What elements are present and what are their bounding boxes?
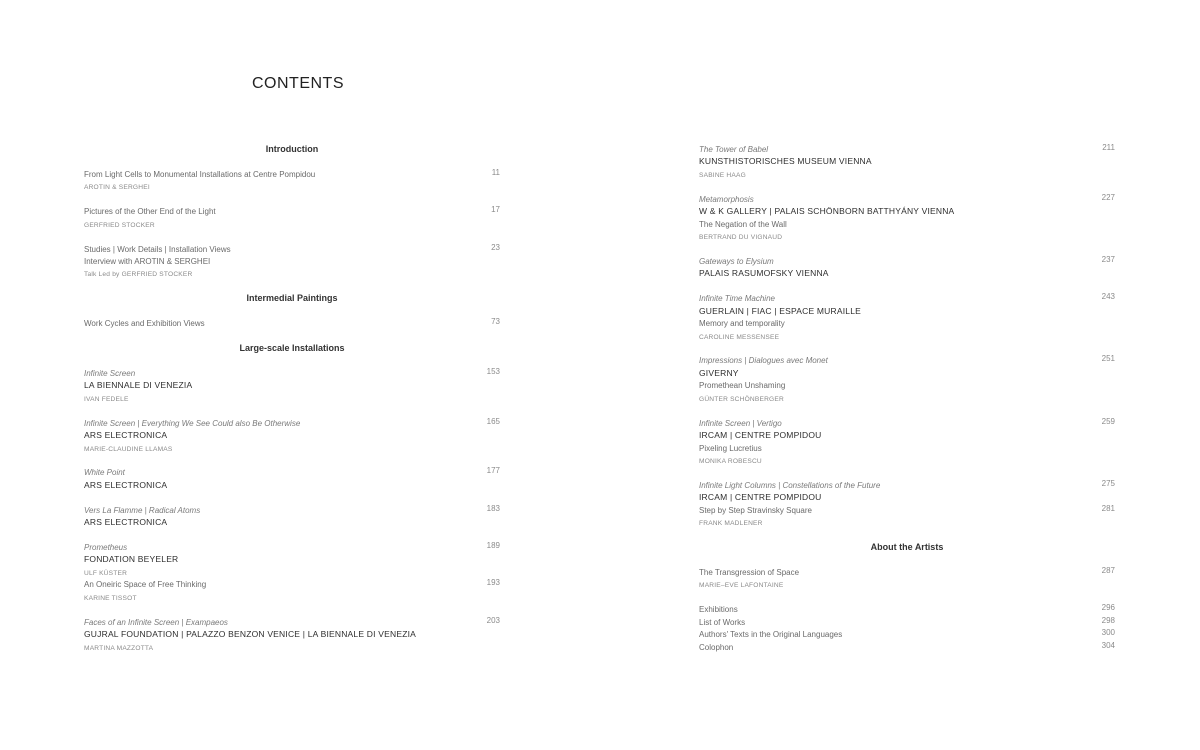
toc-entry	[84, 316, 500, 328]
page-number: 183	[486, 503, 500, 513]
toc-line-author	[84, 441, 500, 453]
author-name: BERTRAND DU VIGNAUD	[699, 234, 783, 242]
entry-title: Metamorphosis	[699, 194, 754, 204]
page-number: 153	[486, 366, 500, 376]
section-title: Intermedial Paintings	[246, 293, 338, 304]
author-name: GERFRIED STOCKER	[84, 221, 155, 229]
venue-name: IRCAM | CENTRE POMPIDOU	[699, 492, 822, 503]
page-number: 243	[1101, 292, 1115, 302]
toc-line-plain	[699, 640, 1115, 652]
toc-line-italic	[84, 416, 500, 428]
toc-left-column	[84, 142, 500, 652]
toc-entry	[699, 416, 1115, 466]
venue-name: IRCAM | CENTRE POMPIDOU	[699, 430, 822, 441]
entry-title: Impressions | Dialogues avec Monet	[699, 356, 828, 366]
entry-title: Studies | Work Details | Installation Views	[84, 244, 231, 254]
toc-entry	[699, 254, 1115, 279]
toc-line-venue	[84, 552, 500, 564]
section-heading	[84, 291, 500, 303]
entry-title: Memory and temporality	[699, 319, 785, 329]
page-number: 165	[486, 416, 500, 426]
toc-line-plain	[84, 316, 500, 328]
author-name: KARINE TISSOT	[84, 594, 137, 602]
toc-right-column	[699, 142, 1115, 652]
author-name: CAROLINE MESSENSEE	[699, 333, 780, 341]
entry-title: Promethean Unshaming	[699, 381, 786, 391]
toc-entry	[84, 615, 500, 652]
toc-line-venue	[699, 266, 1115, 278]
author-name: IVAN FEDELE	[84, 395, 129, 403]
toc-entry	[84, 465, 500, 490]
page-number: 227	[1101, 192, 1115, 202]
author-name: FRANK MADLENER	[699, 520, 763, 528]
toc-entry	[84, 242, 500, 279]
author-name: ULF KÜSTER	[84, 569, 128, 577]
entry-title: Work Cycles and Exhibition Views	[84, 319, 205, 329]
toc-line-italic	[699, 478, 1115, 490]
page-number: 275	[1101, 478, 1115, 488]
toc-entry	[699, 291, 1115, 341]
toc-line-plain	[84, 254, 500, 266]
toc-line-venue	[84, 428, 500, 440]
page-title: CONTENTS	[252, 75, 344, 92]
toc-line-italic	[699, 353, 1115, 365]
entry-title: From Light Cells to Monumental Installations at Centre Pompidou	[84, 169, 316, 179]
toc-line-heading	[84, 291, 500, 303]
toc-entry	[699, 192, 1115, 242]
toc-entry	[699, 142, 1115, 179]
venue-name: LA BIENNALE DI VENEZIA	[84, 380, 193, 391]
toc-line-italic	[84, 366, 500, 378]
author-name: SABINE HAAG	[699, 171, 746, 179]
entry-title: An Oneiric Space of Free Thinking	[84, 580, 207, 590]
page-number: 287	[1101, 565, 1115, 575]
toc-line-author	[84, 217, 500, 229]
page-number: 259	[1101, 416, 1115, 426]
toc-line-plain	[699, 627, 1115, 639]
toc-entry	[84, 503, 500, 528]
entry-title: Pixeling Lucretius	[699, 443, 762, 453]
entry-title: Infinite Screen | Everything We See Could also Be Otherwise	[84, 418, 301, 428]
venue-name: FONDATION BEYELER	[84, 554, 179, 565]
toc-line-author	[84, 640, 500, 652]
toc-line-heading	[84, 142, 500, 154]
page-number: 11	[491, 167, 500, 177]
toc-line-author	[84, 179, 500, 191]
entry-title: The Transgression of Space	[699, 567, 800, 577]
toc-line-author	[84, 391, 500, 403]
toc-line-author	[699, 229, 1115, 241]
author-name: MARIE-CLAUDINE LLAMAS	[84, 445, 173, 453]
toc-line-plain	[699, 378, 1115, 390]
toc-entry	[699, 353, 1115, 403]
toc-line-plain	[699, 441, 1115, 453]
page-number: 189	[486, 541, 500, 550]
toc-line-plain	[699, 602, 1115, 614]
entry-title: Interview with AROTIN & SERGHEI	[84, 256, 211, 266]
toc-line-italic	[699, 291, 1115, 303]
toc-line-italic	[84, 540, 500, 552]
entry-title: Colophon	[699, 642, 734, 652]
page-number: 300	[1101, 628, 1115, 638]
entry-title: Gateways to Elysium	[699, 256, 774, 266]
toc-line-plain	[699, 615, 1115, 627]
page-number: 296	[1101, 603, 1115, 613]
toc-line-italic	[699, 142, 1115, 154]
entry-title: Infinite Screen | Vertigo	[699, 418, 782, 428]
toc-line-author	[699, 167, 1115, 179]
toc-line-venue	[699, 490, 1115, 502]
toc-line-venue	[84, 627, 500, 639]
section-heading	[84, 341, 500, 353]
page-number: 193	[486, 578, 500, 588]
entry-title: Infinite Screen	[84, 368, 136, 378]
toc-entry	[84, 167, 500, 192]
author-name: GÜNTER SCHÖNBERGER	[699, 395, 784, 403]
toc-line-italic	[699, 192, 1115, 204]
entry-title: Infinite Light Columns | Constellations of the Future	[699, 480, 881, 490]
toc-entry	[84, 204, 500, 229]
toc-line-author	[84, 590, 500, 602]
toc-line-venue	[699, 366, 1115, 378]
entry-title: Step by Step Stravinsky Square	[699, 505, 812, 515]
page-number: 17	[491, 205, 500, 215]
toc-line-venue	[84, 478, 500, 490]
toc-entry	[699, 565, 1115, 590]
toc-line-italic	[84, 615, 500, 627]
entry-title: Faces of an Infinite Screen | Exampaeos	[84, 617, 228, 627]
author-name: MONIKA ROBESCU	[699, 457, 762, 465]
toc-entry	[84, 416, 500, 453]
page-number: 203	[486, 615, 500, 625]
entry-title: The Negation of the Wall	[699, 219, 787, 229]
page-number: 298	[1101, 615, 1115, 625]
page-number: 177	[486, 466, 500, 476]
section-heading	[84, 142, 500, 154]
toc-line-plain	[84, 242, 500, 254]
toc-line-plain	[699, 565, 1115, 577]
toc-line-author	[84, 266, 500, 278]
toc-line-venue	[84, 515, 500, 527]
toc-line-venue	[699, 304, 1115, 316]
section-title: About the Artists	[870, 542, 944, 552]
toc-line-italic	[84, 503, 500, 515]
page-number: 304	[1101, 640, 1115, 650]
venue-name: ARS ELECTRONICA	[84, 479, 168, 490]
page-number: 211	[1102, 143, 1115, 152]
toc-line-author	[699, 515, 1115, 527]
page-number: 23	[491, 242, 500, 252]
toc-entry	[84, 540, 500, 602]
entry-title: Infinite Time Machine	[699, 294, 775, 304]
section-title: Large-scale Installations	[239, 343, 345, 353]
toc-line-venue	[699, 428, 1115, 440]
entry-title: List of Works	[699, 617, 746, 627]
entry-title: Exhibitions	[699, 605, 738, 615]
author-name: Talk Led by GERFRIED STOCKER	[84, 271, 193, 279]
author-name: AROTIN & SERGHEI	[84, 184, 150, 192]
venue-name: KUNSTHISTORISCHES MUSEUM VIENNA	[699, 156, 872, 167]
toc-entry	[84, 366, 500, 403]
toc-line-author	[699, 577, 1115, 589]
page-number: 251	[1101, 354, 1115, 364]
entry-title: White Point	[84, 468, 125, 478]
venue-name: PALAIS RASUMOFSKY VIENNA	[699, 268, 829, 279]
entry-title: Pictures of the Other End of the Light	[84, 207, 216, 217]
toc-line-venue	[699, 204, 1115, 216]
venue-name: W & K GALLERY | PALAIS SCHÖNBORN BATTHYÁNY VIENNA	[699, 206, 955, 217]
toc-line-italic	[84, 465, 500, 477]
toc-line-plain	[699, 217, 1115, 229]
entry-title: The Tower of Babel	[699, 145, 769, 154]
toc-line-italic	[699, 416, 1115, 428]
toc-line-plain	[84, 167, 500, 179]
section-heading	[699, 540, 1115, 552]
venue-name: GIVERNY	[699, 367, 739, 378]
page-number: 73	[491, 317, 500, 327]
author-name: MARTINA MAZZOTTA	[84, 644, 154, 652]
toc-line-author	[699, 453, 1115, 465]
entry-title: Vers La Flamme | Radical Atoms	[84, 505, 201, 515]
toc-entry	[699, 602, 1115, 652]
toc-line-author	[84, 565, 500, 577]
page-number: 237	[1101, 254, 1115, 264]
toc-line-author	[699, 329, 1115, 341]
toc-line-venue	[699, 154, 1115, 166]
toc-line-author	[699, 391, 1115, 403]
author-name: MARIE–EVE LAFONTAINE	[699, 582, 784, 590]
toc-line-plain	[84, 577, 500, 589]
toc-entry	[699, 478, 1115, 528]
entry-title: Prometheus	[84, 543, 128, 552]
venue-name: ARS ELECTRONICA	[84, 517, 168, 528]
entry-title: Authors' Texts in the Original Languages	[699, 630, 843, 640]
venue-name: ARS ELECTRONICA	[84, 430, 168, 441]
toc-line-plain	[84, 204, 500, 216]
toc-line-heading	[84, 341, 500, 353]
venue-name: GUJRAL FOUNDATION | PALAZZO BENZON VENICE | LA BIENNALE DI VENEZIA	[84, 629, 417, 640]
toc-line-plain	[699, 316, 1115, 328]
page-number: 281	[1101, 503, 1115, 513]
toc-line-heading	[699, 540, 1115, 552]
section-title: Introduction	[265, 144, 319, 154]
toc-line-plain	[699, 503, 1115, 515]
toc-line-italic	[699, 254, 1115, 266]
venue-name: GUERLAIN | FIAC | ESPACE MURAILLE	[699, 305, 862, 316]
toc-line-venue	[84, 378, 500, 390]
